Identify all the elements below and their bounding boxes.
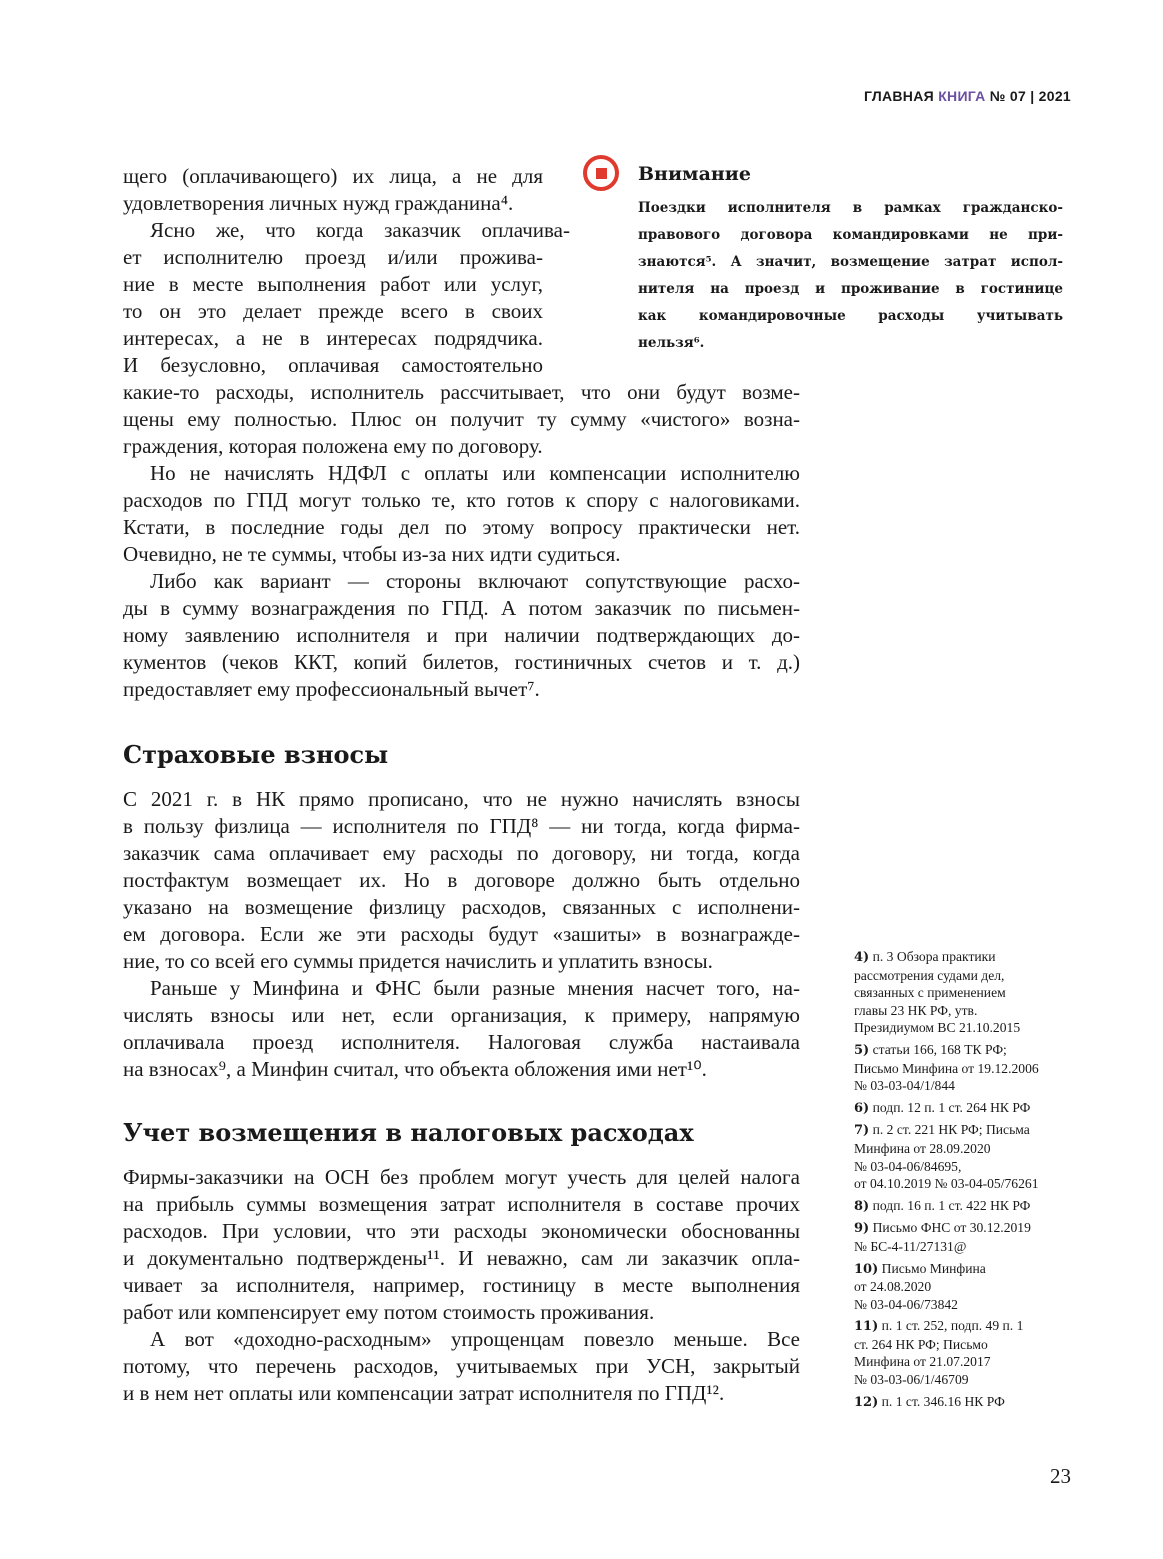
issue-number: № 07 | 2021	[989, 88, 1071, 104]
footnote-text: № 03-03-04/1/844	[854, 1078, 955, 1094]
text-line: щего (оплачивающего) их лица, а не для	[123, 164, 543, 188]
text-line: кументов (чеков ККТ, копий билетов, гостиничных счетов и т. д.)	[123, 650, 800, 674]
paragraph	[123, 217, 800, 460]
footnote-text: Президиумом ВС 21.10.2015	[854, 1020, 1021, 1036]
text-line: А вот «доходно-расходным» упрощенцам повезло меньше. Все	[150, 1327, 800, 1351]
section-heading: Страховые взносы	[123, 740, 389, 769]
footnote	[854, 1260, 1074, 1314]
text-line: ному заявлению исполнителя и при наличии подтверждающих до-	[123, 623, 800, 647]
footnote-text: № БС-4-11/27131@	[854, 1238, 967, 1254]
footnote	[854, 1099, 1074, 1118]
attention-line: знаются⁵. А значит, возмещение затрат испол-	[638, 254, 1063, 270]
paragraph	[123, 1326, 800, 1407]
footnote	[854, 948, 1074, 1037]
footnote	[854, 1393, 1074, 1412]
attention-line: правового договора командировками не при-	[638, 227, 1063, 243]
footnote-line	[854, 1336, 1074, 1354]
footnote-line	[854, 1099, 1074, 1118]
footnote-text: подп. 12 п. 1 ст. 264 НК РФ	[872, 1099, 1031, 1115]
footnote-text: статьи 166, 168 ТК РФ;	[872, 1041, 1007, 1057]
text-line: на взносах⁹, а Минфин считал, что объекта обложения ими нет¹⁰.	[123, 1057, 707, 1081]
text-line: ем договора. Если же эти расходы будут «зашиты» в вознагражде-	[123, 922, 800, 946]
footnote	[854, 1317, 1074, 1388]
footnote	[854, 1219, 1074, 1255]
footnote-line	[854, 1140, 1074, 1158]
footnote-number: 6)	[854, 1100, 870, 1116]
attention-line: как командировочные расходы учитывать	[638, 308, 1063, 324]
footnote-text: от 24.08.2020	[854, 1279, 932, 1295]
text-line: числять взносы или нет, если организация, к примеру, напрямую	[123, 1003, 800, 1027]
paragraph	[123, 163, 800, 217]
footnote-text: п. 1 ст. 252, подп. 49 п. 1	[881, 1318, 1024, 1334]
text-line: интересах, а не в интересах подрядчика.	[123, 326, 543, 350]
footnote-number: 10)	[854, 1261, 879, 1277]
paragraph	[123, 1164, 800, 1326]
text-line: граждения, которая положена ему по договору.	[123, 434, 543, 458]
section2-text	[123, 1164, 800, 1407]
attention-line: Поездки исполнителя в рамках гражданско-	[638, 200, 1063, 216]
running-header	[864, 88, 1071, 104]
footnote	[854, 1041, 1074, 1095]
text-line: ние, то со всей его суммы придется начислить и уплатить взносы.	[123, 949, 713, 973]
footnote-line	[854, 1278, 1074, 1296]
footnote-text: Минфина от 28.09.2020	[854, 1140, 991, 1156]
footnote-text: главы 23 НК РФ, утв.	[854, 1002, 978, 1018]
brand-accent: КНИГА	[938, 88, 986, 104]
text-line: постфактум возмещает их. Но в договоре должно быть отдельно	[123, 868, 800, 892]
footnote-text: Минфина от 21.07.2017	[854, 1354, 991, 1370]
footnote-line	[854, 1121, 1074, 1140]
footnote-line	[854, 948, 1074, 967]
text-line: на прибыль суммы возмещения затрат исполнителя в составе прочих	[123, 1192, 800, 1216]
text-line: щены ему полностью. Плюс он получит ту сумму «чистого» возна-	[123, 407, 800, 431]
footnote-text: № 03-03-06/1/46709	[854, 1372, 969, 1388]
text-line: И безусловно, оплачивая самостоятельно	[123, 353, 543, 377]
footnote-number: 4)	[854, 950, 870, 965]
footnote-line	[854, 1060, 1074, 1078]
text-line: оплачивала проезд исполнителя. Налоговая служба настаивала	[123, 1030, 800, 1054]
text-line: ды в сумму вознаграждения по ГПД. А потом заказчик по письмен-	[123, 596, 800, 620]
footnote-line	[854, 1353, 1074, 1371]
page-number: 23	[1050, 1464, 1071, 1488]
main-text	[123, 163, 800, 703]
footnote-line	[854, 1197, 1074, 1216]
text-line: Либо как вариант — стороны включают сопутствующие расхо-	[150, 569, 800, 593]
paragraph	[123, 568, 800, 703]
text-line: ние в месте выполнения работ или услуг,	[123, 272, 543, 296]
footnote-line	[854, 1041, 1074, 1060]
footnote-text: п. 1 ст. 346.16 НК РФ	[881, 1393, 1005, 1409]
footnote-text: связанных с применением	[854, 985, 1006, 1001]
footnotes	[854, 948, 1074, 1415]
footnote-number: 9)	[854, 1221, 870, 1237]
footnote-line	[854, 1393, 1074, 1412]
text-line: работ или компенсирует ему потом стоимость проживания.	[123, 1300, 655, 1324]
brand-main: ГЛАВНАЯ	[863, 88, 934, 104]
footnote-line	[854, 1260, 1074, 1279]
text-line: Раньше у Минфина и ФНС были разные мнения насчет того, на-	[150, 976, 800, 1000]
text-line: заказчик сама оплачивает ему расходы по договору, ни тогда, когда	[123, 841, 800, 865]
attention-line: нельзя⁶.	[638, 335, 705, 351]
footnote-line	[854, 1371, 1074, 1389]
footnote-text: № 03-04-06/73842	[854, 1296, 958, 1312]
footnote-line	[854, 1219, 1074, 1238]
footnote-line	[854, 1002, 1074, 1020]
paragraph	[123, 786, 800, 975]
text-line: Фирмы-заказчики на ОСН без проблем могут учесть для целей налога	[123, 1165, 800, 1189]
text-line: какие-то расходы, исполнитель рассчитывает, что они будут возме-	[123, 380, 800, 404]
footnote-text: подп. 16 п. 1 ст. 422 НК РФ	[872, 1197, 1031, 1213]
footnote-line	[854, 1238, 1074, 1256]
footnote-text: № 03-04-06/84695,	[854, 1158, 962, 1174]
footnote-line	[854, 1077, 1074, 1095]
footnote-line	[854, 984, 1074, 1002]
text-line: Ясно же, что когда заказчик оплачива-	[150, 218, 570, 242]
footnote-number: 12)	[854, 1394, 879, 1410]
footnote	[854, 1197, 1074, 1216]
footnote-line	[854, 967, 1074, 985]
footnote-line	[854, 1158, 1074, 1176]
footnote-text: п. 2 ст. 221 НК РФ; Письма	[872, 1122, 1030, 1138]
section-heading: Учет возмещения в налоговых расходах	[123, 1118, 694, 1147]
text-line: ет исполнителю проезд и/или прожива-	[123, 245, 543, 269]
text-line: то он это делает прежде всего в своих	[123, 299, 543, 323]
text-line: потому, что перечень расходов, учитываемых при УСН, закрытый	[123, 1354, 800, 1378]
footnote-number: 8)	[854, 1198, 870, 1214]
footnote-text: Письмо Минфина от 19.12.2006	[854, 1060, 1039, 1076]
footnote-number: 5)	[854, 1042, 870, 1058]
text-line: предоставляет ему профессиональный вычет⁷.	[123, 677, 540, 701]
attention-line: нителя на проезд и проживание в гостинице	[638, 281, 1063, 297]
paragraph	[123, 460, 800, 568]
footnote-text: п. 3 Обзора практики	[872, 949, 996, 964]
text-line: удовлетворения личных нужд гражданина⁴.	[123, 191, 514, 215]
footnote	[854, 1121, 1074, 1192]
attention-title: Внимание	[638, 163, 751, 185]
text-line: Но не начислять НДФЛ с оплаты или компенсации исполнителю	[150, 461, 800, 485]
footnote-text: рассмотрения судами дел,	[854, 967, 1005, 983]
footnote-text: от 04.10.2019 № 03-04-05/76261	[854, 1176, 1039, 1192]
footnote-text: Письмо ФНС от 30.12.2019	[872, 1220, 1031, 1236]
footnote-text: Письмо Минфина	[881, 1260, 986, 1276]
footnote-line	[854, 1317, 1074, 1336]
footnote-line	[854, 1296, 1074, 1314]
text-line: расходов по ГПД могут только те, кто готов к спору с налоговиками.	[123, 488, 800, 512]
footnote-line	[854, 1019, 1074, 1037]
text-line: в пользу физлица — исполнителя по ГПД⁸ — ни тогда, когда фирма-	[123, 814, 800, 838]
footnote-number: 7)	[854, 1123, 870, 1139]
text-line: С 2021 г. в НК прямо прописано, что не нужно начислять взносы	[123, 787, 800, 811]
text-line: Очевидно, не те суммы, чтобы из-за них идти судиться.	[123, 542, 621, 566]
section1-text	[123, 786, 800, 1083]
text-line: чивает за исполнителя, например, гостиницу в месте выполнения	[123, 1273, 800, 1297]
text-line: и документально подтверждены¹¹. И неважно, сам ли заказчик опла-	[123, 1246, 800, 1270]
paragraph	[123, 975, 800, 1083]
text-line: и в нем нет оплаты или компенсации затрат исполнителя по ГПД¹².	[123, 1381, 725, 1405]
footnote-number: 11)	[854, 1319, 879, 1335]
text-line: указано на возмещение физлицу расходов, связанных с исполнени-	[123, 895, 800, 919]
text-line: Кстати, в последние годы дел по этому вопросу практически нет.	[123, 515, 800, 539]
footnote-line	[854, 1175, 1074, 1193]
footnote-text: ст. 264 НК РФ; Письмо	[854, 1336, 988, 1352]
text-line: расходов. При условии, что эти расходы экономически обоснованны	[123, 1219, 800, 1243]
